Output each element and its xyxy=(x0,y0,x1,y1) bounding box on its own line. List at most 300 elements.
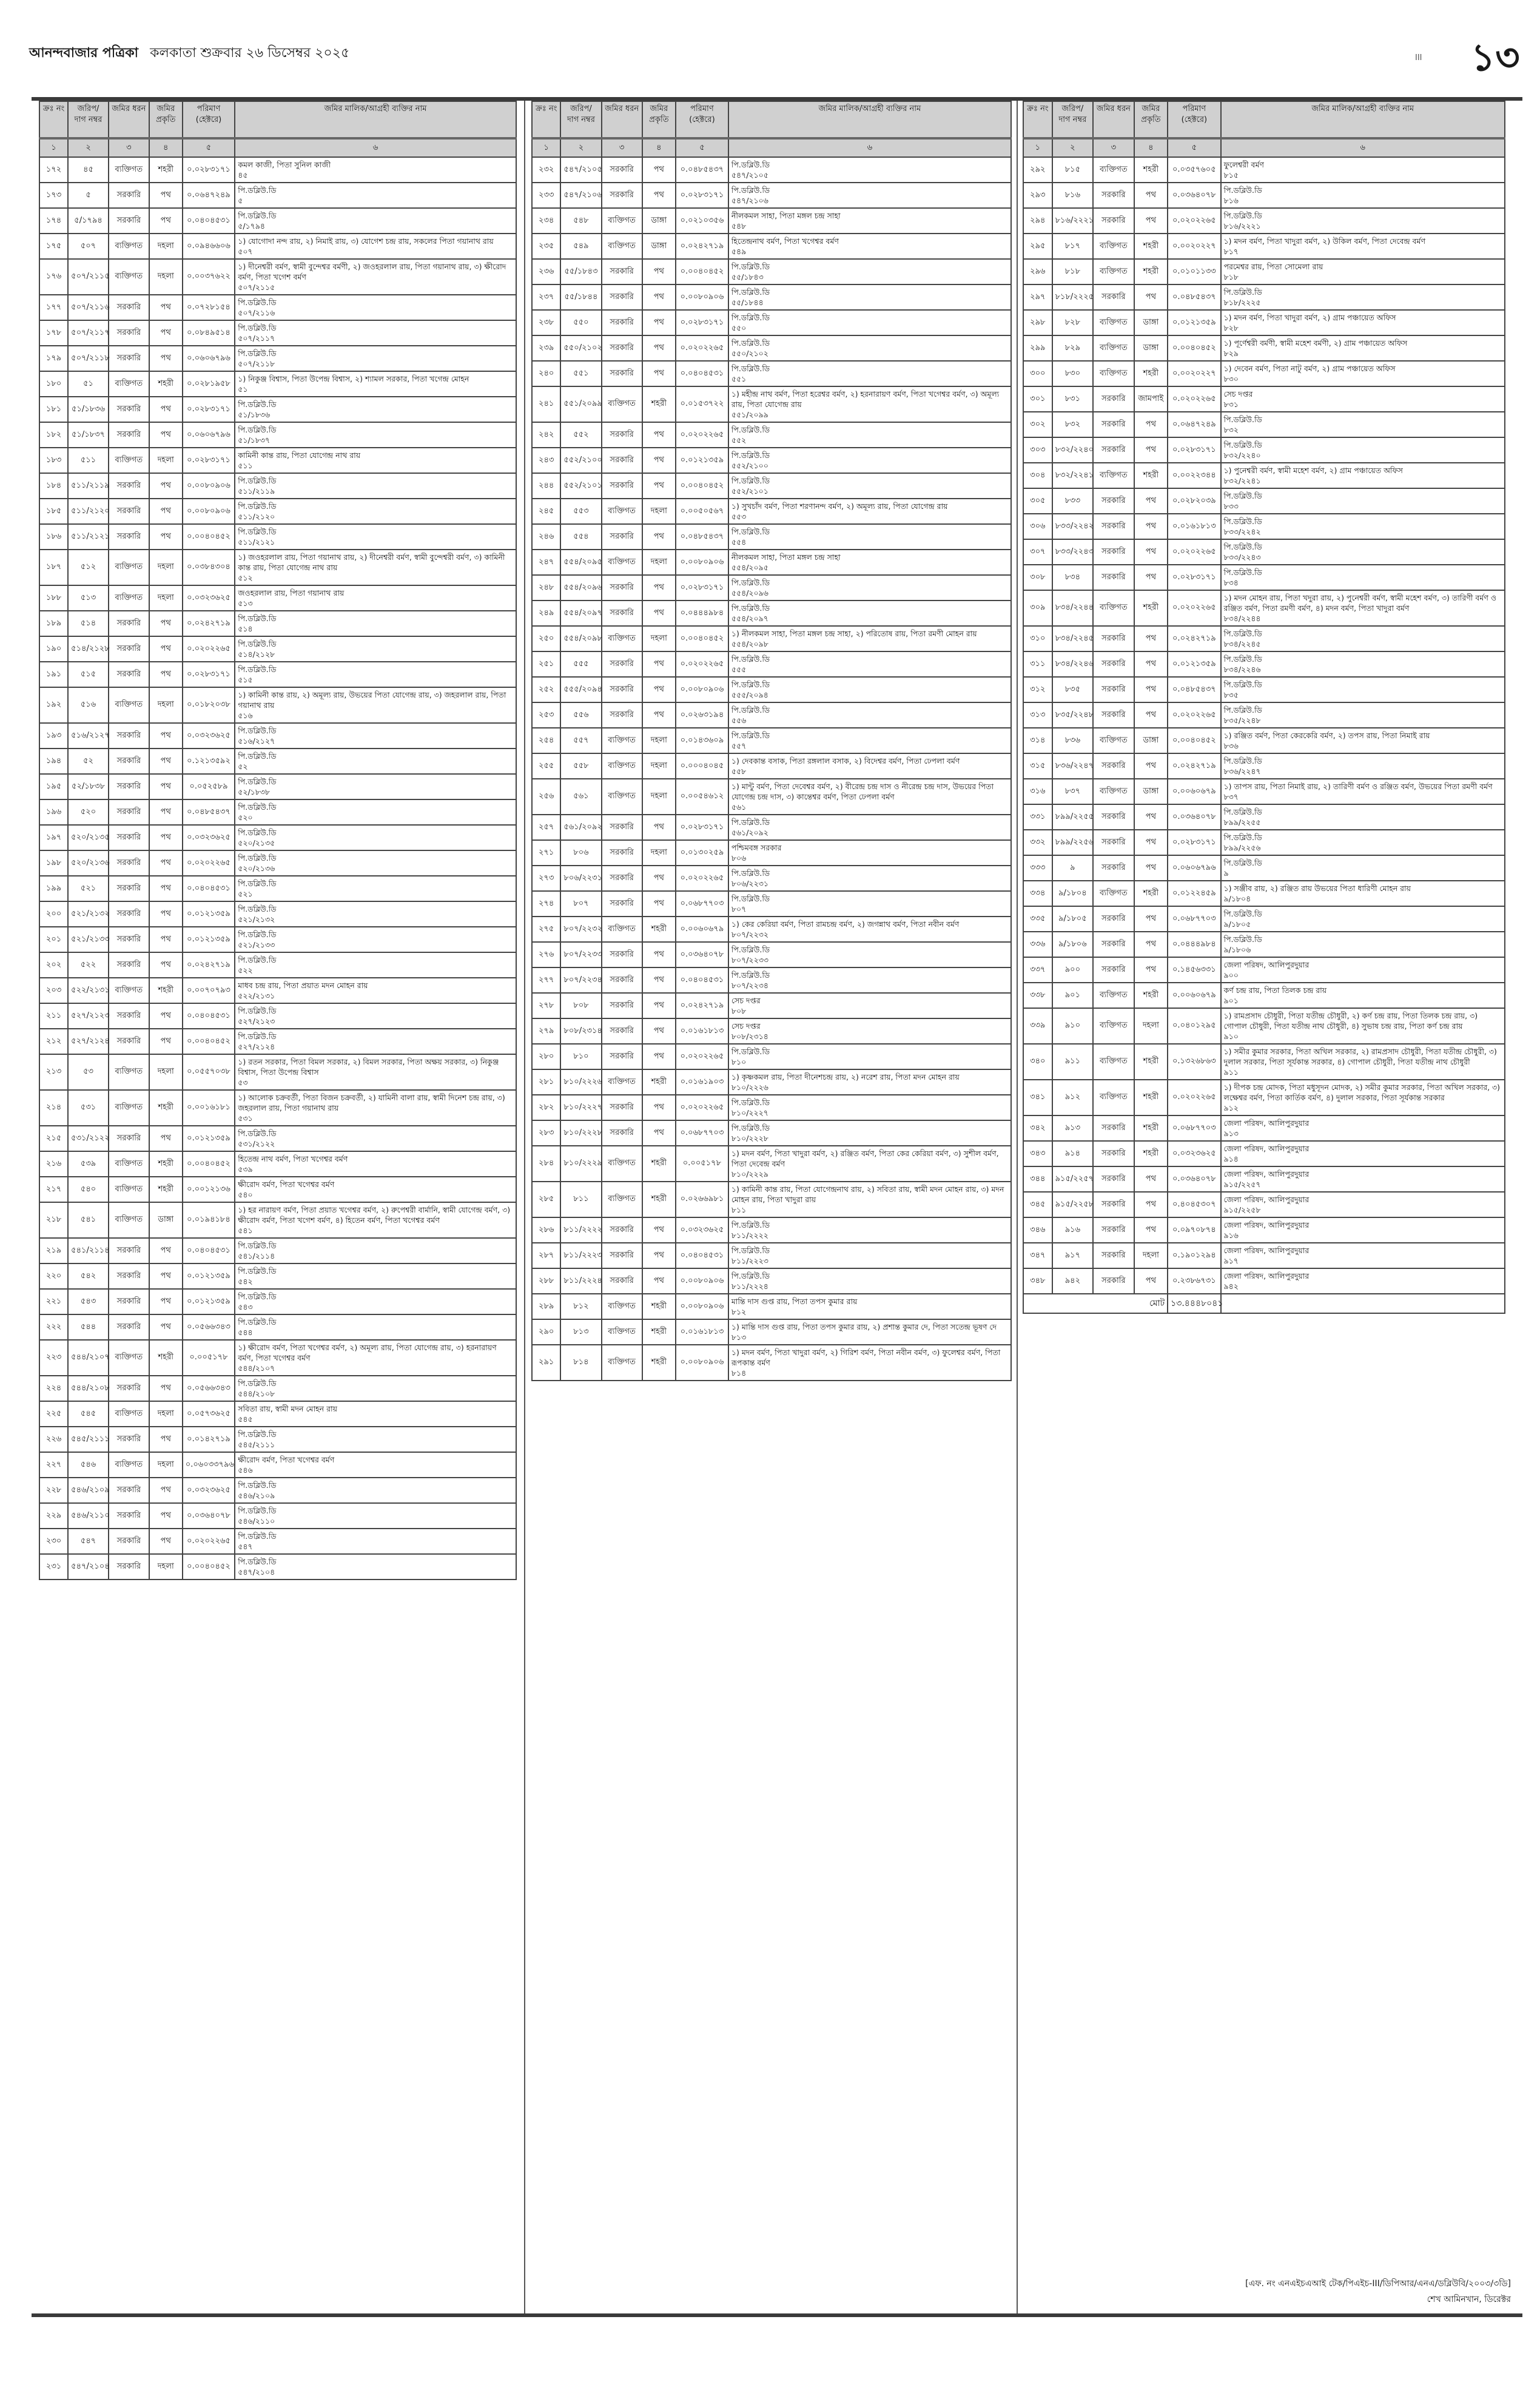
nature-cell: শহরী xyxy=(642,386,676,422)
dag-cell: ৯১৪ xyxy=(1052,1141,1093,1166)
dag-cell: ৫১/১৮৩৬ xyxy=(68,397,109,422)
table-row xyxy=(532,575,1011,601)
dag-header: জরিপ/ দাগ নম্বর xyxy=(68,101,109,138)
area-cell: ০.০১৪২৭১৯ xyxy=(183,1427,235,1452)
owner-cell xyxy=(1221,1080,1505,1115)
owner-name: পি.ডব্লিউ.ডি xyxy=(731,869,770,878)
serial-cell: ১৯৬ xyxy=(39,799,68,825)
type-cell: ব্যক্তিগত xyxy=(1093,259,1134,284)
nature-cell: শহরী xyxy=(1134,157,1168,183)
table-row xyxy=(1023,234,1505,259)
owner-name: ১) দেবকান্ত বসাক, পিতা রঙ্গলাল বসাক, ২) বিদেশ্বর বর্মণ, পিতা ঢেপলা বর্মণ xyxy=(731,756,960,765)
area-cell: ০.০৪০৪৫৩১ xyxy=(676,361,728,386)
owner-name: ১) সঞ্জীব রায়, ২) রঞ্জিত রায় উভয়ের পিতা ধারিণী মোহন রায় xyxy=(1223,884,1411,893)
dag-cell: ৫৪৫/২১১১ xyxy=(68,1427,109,1452)
owner-cell xyxy=(235,397,516,422)
owner-dag-ref: ৯/১৮০৬ xyxy=(1223,945,1251,954)
header-row xyxy=(532,101,1011,138)
serial-cell: ৩০৫ xyxy=(1023,488,1052,514)
serial-cell: ২৭১ xyxy=(532,840,560,866)
area-cell: ০.০০১২১৩৬ xyxy=(183,1177,235,1202)
owner-cell xyxy=(235,234,516,259)
serial-cell: ২৫৩ xyxy=(532,702,560,728)
type-cell: সরকারি xyxy=(602,942,642,967)
owner-dag-ref: ৫৪৯ xyxy=(731,247,747,256)
table-row xyxy=(1023,361,1505,386)
owner-cell xyxy=(728,677,1011,702)
owner-cell xyxy=(235,850,516,876)
table-row xyxy=(532,601,1011,626)
owner-dag-ref: ৮১৪ xyxy=(731,1368,747,1378)
dag-cell: ৮৩৫ xyxy=(1052,677,1093,702)
area-header: পরিমাণ (হেক্টরে) xyxy=(676,101,728,138)
dag-cell: ৫১৫ xyxy=(68,662,109,687)
serial-cell: ২১৪ xyxy=(39,1090,68,1126)
serial-cell: ২০০ xyxy=(39,901,68,927)
owner-name: জওহরলাল রায়, পিতা গয়ানাথ রায় xyxy=(238,588,345,597)
dag-cell: ৯১৫/২২৫৭ xyxy=(1052,1166,1093,1192)
table-row xyxy=(1023,259,1505,284)
type-cell: সরকারি xyxy=(109,611,149,636)
nature-cell: দহলা xyxy=(149,1554,183,1580)
owner-cell xyxy=(728,448,1011,473)
area-cell: ০.০১২১৩৫৯ xyxy=(183,1263,235,1289)
owner-cell xyxy=(1221,779,1505,804)
type-cell: সরকারি xyxy=(109,1289,149,1314)
owner-name: জেলা পরিষদ, আলিপুরদুয়ার xyxy=(1223,1169,1310,1179)
owner-name: পি.ডব্লিউ.ডি xyxy=(731,527,770,536)
nature-cell: পথ xyxy=(1134,804,1168,830)
owner-dag-ref: ৫৩ xyxy=(238,1078,248,1087)
dag-cell: ৮০৮/২৩১৪ xyxy=(560,1018,601,1044)
type-cell: ব্যক্তিগত xyxy=(1093,728,1134,753)
dag-cell: ৫৫/১৮৪৪ xyxy=(560,284,601,310)
owner-dag-ref: ৫৪৭/২১০৬ xyxy=(731,196,768,205)
owner-cell xyxy=(728,499,1011,524)
owner-name: পি.ডব্লিউ.ডি xyxy=(238,752,277,761)
serial-cell: ২৭৫ xyxy=(532,917,560,942)
dag-cell: ৮৩৭ xyxy=(1052,779,1093,804)
serial-cell: ৩৩৮ xyxy=(1023,983,1052,1008)
notice-footnote xyxy=(1245,2276,1511,2307)
serial-cell: ২৫৫ xyxy=(532,753,560,779)
type-cell: সরকারি xyxy=(602,866,642,891)
owner-cell xyxy=(728,1243,1011,1268)
area-cell: ০.০২০২২৬৫ xyxy=(676,651,728,677)
dag-cell: ৫৪৭/২১০৬ xyxy=(560,183,601,208)
nature-cell: পথ xyxy=(149,397,183,422)
type-cell: ব্যক্তিগত xyxy=(1093,881,1134,906)
nature-cell: পথ xyxy=(1134,753,1168,779)
area-cell: ০.০১৬১৮১৩ xyxy=(676,1319,728,1345)
type-cell: সরকারি xyxy=(602,310,642,335)
nature-cell: ডাঙ্গা xyxy=(149,1202,183,1238)
owner-name: পি.ডব্লিউ.ডি xyxy=(731,1098,770,1107)
type-cell: সরকারি xyxy=(109,1003,149,1029)
owner-cell xyxy=(1221,881,1505,906)
serial-cell: ৩০৮ xyxy=(1023,565,1052,590)
table-row xyxy=(39,473,516,499)
nature-cell: শহরী xyxy=(1134,1115,1168,1141)
type-cell: সরকারি xyxy=(602,183,642,208)
area-cell: ০.০০৮০৯০৬ xyxy=(183,499,235,524)
owner-cell xyxy=(728,1182,1011,1217)
area-cell: ০.০০২০২২৭ xyxy=(1168,234,1220,259)
owner-cell xyxy=(1221,488,1505,514)
owner-cell xyxy=(728,386,1011,422)
owner-name: ক্ষীরোদ বর্মণ, পিতা খগেশ্বর বর্মণ xyxy=(238,1455,335,1464)
serial-cell: ১৮৮ xyxy=(39,585,68,611)
table-row xyxy=(39,1401,516,1427)
type-cell: সরকারি xyxy=(109,1478,149,1503)
nature-cell: পথ xyxy=(642,575,676,601)
area-cell: ০.০০৪০৪৫২ xyxy=(183,1151,235,1177)
owner-dag-ref: ৮১০/২২২৮ xyxy=(731,1134,768,1143)
type-header: জমির ধরন xyxy=(1093,101,1134,138)
type-cell: ব্যক্তিগত xyxy=(1093,1008,1134,1044)
owner-name: ১) পুনেশ্বরী বর্মণ, স্বামী মহেশ বর্মণ, ২) গ্রাম পঞ্চায়েত অফিস xyxy=(1223,466,1403,475)
dag-cell: ৮১০/২২২৬ xyxy=(560,1069,601,1095)
dag-cell: ৫৫৪/২০৯৫ xyxy=(560,550,601,575)
area-cell: ০.০৬৪৭২৪৯ xyxy=(183,183,235,208)
type-cell: সরকারি xyxy=(1093,183,1134,208)
table-row xyxy=(1023,1268,1505,1294)
dag-cell: ৮৩৬/২২৪৭ xyxy=(1052,753,1093,779)
dag-cell: ৯১২ xyxy=(1052,1080,1093,1115)
serial-cell: ১৯৩ xyxy=(39,723,68,749)
table-row xyxy=(1023,157,1505,183)
owner-dag-ref: ৫১৫ xyxy=(238,675,253,684)
serial-cell: ১৯৪ xyxy=(39,749,68,774)
owner-name: পি.ডব্লিউ.ডি xyxy=(238,1129,277,1138)
owner-dag-ref: ৫৪৫/২১১১ xyxy=(238,1440,275,1449)
owner-dag-ref: ৫৫৪/২০৯৭ xyxy=(731,614,768,623)
type-cell: সরকারি xyxy=(109,825,149,850)
owner-dag-ref: ৮৩৭ xyxy=(1223,792,1239,801)
type-cell: ব্যক্তিগত xyxy=(1093,1080,1134,1115)
owner-dag-ref: ৫২১ xyxy=(238,889,253,898)
dag-cell: ৫৪৮ xyxy=(560,208,601,234)
land-table-column-3 xyxy=(1023,101,1505,2313)
type-cell: সরকারি xyxy=(109,183,149,208)
type-cell: সরকারি xyxy=(109,397,149,422)
column-number: ১ xyxy=(39,138,68,157)
type-cell: সরকারি xyxy=(602,1095,642,1120)
type-cell: সরকারি xyxy=(602,1243,642,1268)
nature-cell: দহলা xyxy=(149,687,183,723)
area-cell: ০.০১২১৩৫৯ xyxy=(676,448,728,473)
dag-cell: ৫৫৬ xyxy=(560,702,601,728)
owner-dag-ref: ৮৩৪/২২৪৫ xyxy=(1223,639,1261,648)
serial-cell: ২৫৪ xyxy=(532,728,560,753)
table-row xyxy=(1023,488,1505,514)
owner-dag-ref: ৯১৪ xyxy=(1223,1154,1239,1163)
area-cell: ০.১৩২৬৮৬৩ xyxy=(1168,1044,1220,1080)
serial-cell: ২৭৪ xyxy=(532,891,560,917)
area-cell: ০.০২০২২৬৫ xyxy=(183,636,235,662)
owner-name: পি.ডব্লিউ.ডি xyxy=(1223,833,1262,842)
owner-dag-ref: ৮১০/২২২৭ xyxy=(731,1108,768,1117)
area-cell: ০.০৪০৪৫৩১ xyxy=(183,1238,235,1263)
owner-name: জেলা পরিষদ, আলিপুরদুয়ার xyxy=(1223,1220,1310,1230)
owner-dag-ref: ৫৫৪/২০৯৫ xyxy=(731,563,768,572)
nature-cell: শহরী xyxy=(1134,881,1168,906)
owner-name: ক্ষীরোদ বর্মণ, পিতা খগেশ্বর বর্মণ xyxy=(238,1180,335,1189)
owner-name: পি.ডব্লিউ.ডি xyxy=(1223,288,1262,297)
owner-cell xyxy=(1221,386,1505,412)
owner-cell xyxy=(1221,626,1505,651)
dag-cell: ৫৪৯ xyxy=(560,234,601,259)
owner-dag-ref: ৫২২ xyxy=(238,966,253,975)
page-mark: III xyxy=(1415,53,1422,62)
owner-dag-ref: ৯১৬ xyxy=(1223,1231,1239,1240)
owner-dag-ref: ৫৩৯ xyxy=(238,1165,253,1174)
owner-dag-ref: ৫৫০ xyxy=(731,323,747,332)
nature-cell: দহলা xyxy=(642,728,676,753)
column-number: ১ xyxy=(1023,138,1052,157)
dag-cell: ৮০৬ xyxy=(560,840,601,866)
area-cell: ০.০৫৭৩৬২৫ xyxy=(183,1401,235,1427)
table-row xyxy=(1023,335,1505,361)
serial-cell: ২৪৪ xyxy=(532,473,560,499)
owner-dag-ref: ৫৪৪/২১০৮ xyxy=(238,1389,275,1398)
dag-cell: ৯৪২ xyxy=(1052,1268,1093,1294)
column-number: ৬ xyxy=(235,138,516,157)
owner-name: পি.ডব্লিউ.ডি xyxy=(731,1123,770,1132)
table-row xyxy=(39,1177,516,1202)
serial-cell: ২৩২ xyxy=(532,157,560,183)
serial-cell: ২৮১ xyxy=(532,1069,560,1095)
nature-cell: পথ xyxy=(1134,1166,1168,1192)
nature-cell: শহরী xyxy=(1134,234,1168,259)
serial-cell: ২৯৪ xyxy=(1023,208,1052,234)
owner-cell xyxy=(235,723,516,749)
owner-name: ১) হর নারায়ণ বর্মণ, পিতা প্রয়াত খগেশ্বর বর্মণ, ২) রুপেশ্বরী বার্মানি, স্বামী যোগেন্দ্র বর্মণ, ৩) ক্ষীরোদ বর্মণ, পিতা খগেশ বর্মণ, ৪) হিতেন বর্মণ, পিতা খগেশ্বর বর্মণ xyxy=(238,1205,511,1225)
table-row xyxy=(39,585,516,611)
owner-name: পি.ডব্লিউ.ডি xyxy=(238,930,277,939)
column-number: ৫ xyxy=(676,138,728,157)
table-row xyxy=(1023,1243,1505,1268)
type-cell: সরকারি xyxy=(602,335,642,361)
owner-name: ১) দীনেশ্বরী বর্মণ, স্বামী বুন্দেশ্বর বর্মণী, ২) জওহরলাল রায়, পিতা গয়ানাথ রায়, ৩) ক্ষীরোদ বর্মণ, পিতা খগেশ বর্মণ xyxy=(238,262,506,281)
owner-name: পি.ডব্লিউ.ডি xyxy=(731,476,770,485)
owner-dag-ref: ৯১৫/২২৫৭ xyxy=(1223,1180,1261,1189)
table-row xyxy=(39,1529,516,1554)
table-row xyxy=(532,1146,1011,1182)
area-cell: ০.০১০১১৩৩ xyxy=(1168,259,1220,284)
serial-cell: ৩৩৪ xyxy=(1023,881,1052,906)
nature-cell: পথ xyxy=(642,284,676,310)
area-cell: ০.০২৪২৭১৯ xyxy=(676,993,728,1018)
owner-dag-ref: ৫০৭/২১১৮ xyxy=(238,359,275,368)
owner-name: পি.ডব্লিউ.ডি xyxy=(731,313,770,322)
owner-cell xyxy=(235,901,516,927)
owner-name: পি.ডব্লিউ.ডি xyxy=(731,604,770,613)
table-row xyxy=(39,397,516,422)
nature-cell: দহলা xyxy=(149,1054,183,1090)
owner-dag-ref: ৮৩৪/২২৪৬ xyxy=(1223,665,1261,674)
dateline: কলকাতা শুক্রবার ২৬ ডিসেম্বর ২০২৫ xyxy=(150,45,350,61)
owner-dag-ref: ৫৪৭/২১০৪ xyxy=(238,1567,275,1576)
area-cell: ০.০০৮০৯০৬ xyxy=(676,550,728,575)
owner-cell xyxy=(235,1503,516,1529)
nature-cell: শহরী xyxy=(149,371,183,397)
area-cell: ০.০৩২৩৬২৫ xyxy=(1168,1141,1220,1166)
type-cell: সরকারি xyxy=(109,524,149,550)
serial-cell: ২০২ xyxy=(39,952,68,978)
owner-cell xyxy=(728,157,1011,183)
serial-cell: ২১৮ xyxy=(39,1202,68,1238)
serial-cell: ২২৯ xyxy=(39,1503,68,1529)
dag-cell: ৫০৭ xyxy=(68,234,109,259)
owner-dag-ref: ৫/১৭৯৪ xyxy=(238,221,266,230)
dag-cell: ৫৪৭/২১০৪ xyxy=(68,1554,109,1580)
nature-cell: পথ xyxy=(642,448,676,473)
type-cell: ব্যক্তিগত xyxy=(109,234,149,259)
owner-dag-ref: ৫৫৪ xyxy=(731,537,747,547)
table-row xyxy=(532,866,1011,891)
type-cell: সরকারি xyxy=(602,891,642,917)
page-number: ১৩ xyxy=(1471,35,1520,79)
type-cell: সরকারি xyxy=(602,524,642,550)
area-cell: ০.০০৬০৬৭৯ xyxy=(676,917,728,942)
area-cell: ০.০৩৮৪৩০৪ xyxy=(183,550,235,585)
dag-cell: ৫৪০ xyxy=(68,1177,109,1202)
area-cell: ০.০১৯৪১৮৪ xyxy=(183,1202,235,1238)
land-table xyxy=(531,101,1012,1381)
owner-cell xyxy=(235,1238,516,1263)
type-cell: সরকারি xyxy=(1093,677,1134,702)
owner-cell xyxy=(235,611,516,636)
owner-name: ১) ক্ষীরোদ বর্মণ, পিতা খগেশ্বর বর্মণ, ২) অমূল্য রায়, পিতা যোগেন্দ্র রায়, ৩) হরনারায়ণ বর্মণ, পিতা খগেশ্বর বর্মণ xyxy=(238,1343,497,1362)
owner-name: পি.ডব্লিউ.ডি xyxy=(731,731,770,740)
dag-cell: ৯/১৮০৬ xyxy=(1052,932,1093,957)
dag-cell: ৯১৭ xyxy=(1052,1243,1093,1268)
table-row xyxy=(1023,208,1505,234)
nature-cell: পথ xyxy=(642,361,676,386)
owner-cell xyxy=(235,1177,516,1202)
type-cell: সরকারি xyxy=(109,662,149,687)
owner-name: পি.ডব্লিউ.ডি xyxy=(731,186,770,195)
serial-cell: ২৯৬ xyxy=(1023,259,1052,284)
dag-cell: ৫৪৪ xyxy=(68,1314,109,1340)
area-cell: ০.০৪৮৫৪৩৭ xyxy=(1168,284,1220,310)
owner-name: পি.ডব্লিউ.ডি xyxy=(1223,629,1262,638)
serial-cell: ২২৬ xyxy=(39,1427,68,1452)
serial-cell: ৩৪৩ xyxy=(1023,1141,1052,1166)
owner-dag-ref: ৫১২ xyxy=(238,573,253,582)
table-row xyxy=(532,753,1011,779)
owner-name: পি.ডব্লিউ.ডি xyxy=(238,1430,277,1439)
area-cell: ০.০০৮০৯০৬ xyxy=(676,677,728,702)
table-row xyxy=(39,320,516,346)
area-cell: ০.০২৮৩১৭১ xyxy=(676,310,728,335)
dag-cell: ৮৩৩/২২৪৩ xyxy=(1052,539,1093,565)
type-cell: ব্যক্তিগত xyxy=(1093,361,1134,386)
owner-dag-ref: ৫৪৩ xyxy=(238,1302,253,1311)
dag-cell: ৫১১/২১১৯ xyxy=(68,473,109,499)
owner-cell xyxy=(1221,1217,1505,1243)
owner-cell xyxy=(1221,284,1505,310)
owner-cell xyxy=(1221,208,1505,234)
owner-name: ১) কামিনী কান্ত রায়, পিতা যোগেন্দ্রনাথ রায়, ২) সবিতা রায়, স্বামী মদন মোহন রায়, ৩) মদন মোহন রায়, পিতা খাদুরা রায় xyxy=(731,1185,1004,1204)
table-row xyxy=(1023,1166,1505,1192)
signatory: শেখ আমিনখান, ডিরেক্টর xyxy=(1427,2295,1511,2304)
table-row xyxy=(39,208,516,234)
owner-dag-ref: ৮২৮ xyxy=(1223,323,1239,332)
dag-cell: ৮০৮ xyxy=(560,993,601,1018)
dag-cell: ৮১৭ xyxy=(1052,234,1093,259)
owner-name: জেলা পরিষদ, আলিপুরদুয়ার xyxy=(1223,1144,1310,1153)
owner-cell xyxy=(1221,514,1505,539)
owner-dag-ref: ৯০১ xyxy=(1223,996,1239,1005)
dag-cell: ৮০৭ xyxy=(560,891,601,917)
table-row xyxy=(39,978,516,1003)
nature-cell: পথ xyxy=(149,723,183,749)
owner-cell xyxy=(235,320,516,346)
nature-cell: শহরী xyxy=(1134,463,1168,488)
type-cell: সরকারি xyxy=(1093,1217,1134,1243)
owner-name: পি.ডব্লিউ.ডি xyxy=(1223,491,1262,500)
area-header: পরিমাণ (হেক্টরে) xyxy=(1168,101,1220,138)
owner-name: পি.ডব্লিউ.ডি xyxy=(238,828,277,837)
dag-cell: ৫২০/২১৩৫ xyxy=(68,825,109,850)
area-cell: ০.০২৮৩১৭১ xyxy=(183,157,235,183)
dag-cell: ৯১৫/২২৫৮ xyxy=(1052,1192,1093,1217)
table-row xyxy=(532,993,1011,1018)
table-row xyxy=(39,749,516,774)
table-row xyxy=(39,1314,516,1340)
dag-cell: ৫৫৪/২০৯৭ xyxy=(560,601,601,626)
nature-cell: পথ xyxy=(642,422,676,448)
owner-dag-ref: ৮১৩ xyxy=(731,1333,747,1342)
owner-dag-ref: ৮৩২/২২৪০ xyxy=(1223,451,1261,460)
nature-cell: পথ xyxy=(1134,830,1168,855)
table-row xyxy=(1023,590,1505,626)
nature-cell: শহরী xyxy=(642,1069,676,1095)
dag-cell: ৮২৮ xyxy=(1052,310,1093,335)
nature-cell: পথ xyxy=(1134,514,1168,539)
serial-cell: ৩১৫ xyxy=(1023,753,1052,779)
owner-dag-ref: ৫৫৫/২০৯৪ xyxy=(731,690,768,699)
owner-name: ১) মহীন্দ্র নাথ বর্মণ, পিতা হরেশ্বর বর্মণ, ২) হরনারায়ণ বর্মণ, পিতা খগেশ্বর বর্মণ, ৩) অমূল্য রায়, পিতা যোগেন্দ্র রায় xyxy=(731,389,1000,409)
owner-cell xyxy=(728,1069,1011,1095)
nature-cell: পথ xyxy=(149,524,183,550)
table-row xyxy=(532,1294,1011,1319)
area-cell: ০.০০৩৭৬২২ xyxy=(183,259,235,295)
table-row xyxy=(1023,386,1505,412)
owner-cell xyxy=(728,1095,1011,1120)
owner-dag-ref: ৮১৬/২২২১ xyxy=(1223,221,1261,230)
table-row xyxy=(532,1217,1011,1243)
owner-cell xyxy=(728,891,1011,917)
area-cell: ০.০২৮১৯৫৮ xyxy=(183,371,235,397)
serial-cell: ৩৪২ xyxy=(1023,1115,1052,1141)
type-cell: ব্যক্তিগত xyxy=(109,1340,149,1376)
dag-cell: ৫২২/২১৩১ xyxy=(68,978,109,1003)
header-row xyxy=(1023,101,1505,138)
type-cell: সরকারি xyxy=(109,1263,149,1289)
owner-cell xyxy=(1221,1166,1505,1192)
dag-cell: ৮১৪ xyxy=(560,1345,601,1381)
owner-dag-ref: ৫৫৪/২০৯৮ xyxy=(731,639,768,648)
dag-cell: ৫৫৪ xyxy=(560,524,601,550)
owner-cell xyxy=(1221,1243,1505,1268)
owner-dag-ref: ৮০৭ xyxy=(731,904,747,913)
owner-name: ১) সুখচাঁদ বর্মণ, পিতা শরণানন্দ বর্মণ, ২) অমূল্য রায়, পিতা যোগেন্দ্র রায় xyxy=(731,502,948,511)
owner-dag-ref: ৮৩৪ xyxy=(1223,578,1239,587)
table-row xyxy=(39,1554,516,1580)
